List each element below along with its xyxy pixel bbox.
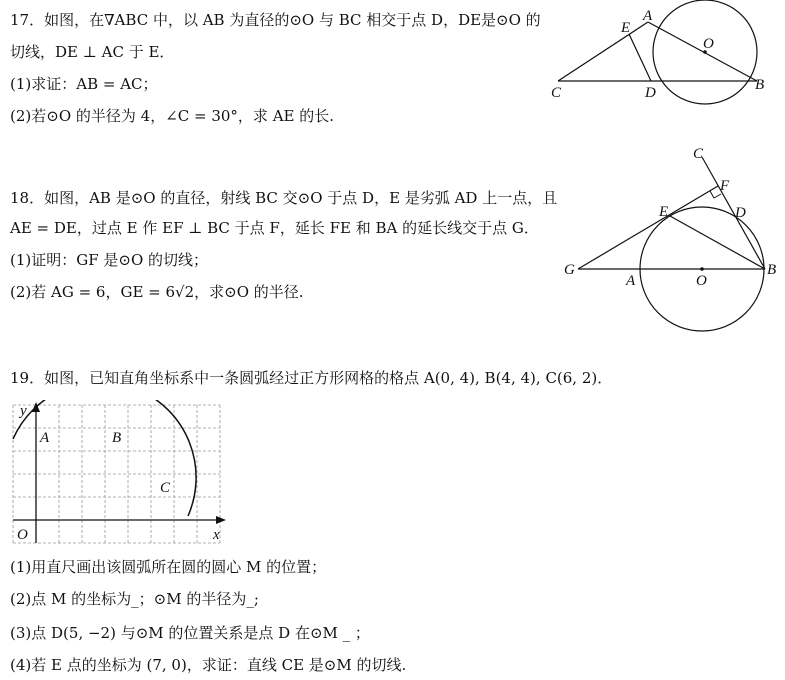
q17-label-e: E: [621, 20, 631, 36]
q19-label-b: B: [112, 430, 122, 446]
q17-line-4: (2)若⊙O 的半径为 4，∠C = 30°，求 AE 的长.: [10, 107, 335, 125]
q19-line-1: 19．如图，已知直角坐标系中一条圆弧经过正方形网格的格点 A(0, 4), B(4, 4), C(6, 2)．: [10, 369, 613, 387]
q19-label-o: O: [17, 527, 28, 543]
q18-label-d: D: [735, 205, 746, 221]
q19-line-4: (3)点 D(5, −2) 与⊙M 的位置关系是点 D 在⊙M _ ；: [10, 624, 370, 642]
q19-line-2: (1)用直尺画出该圆弧所在圆的圆心 M 的位置；: [10, 558, 327, 576]
q17-line-1: 17．如图，在∇ABC 中，以 AB 为直径的⊙O 与 BC 相交于点 D，DE是⊙O 的: [10, 11, 541, 29]
q18-segment-gf: [578, 186, 718, 269]
q17-segment-ca: [558, 22, 648, 81]
q17-segment-ed: [629, 34, 651, 81]
q18-center-dot: [700, 267, 704, 271]
q18-label-a: A: [626, 273, 636, 289]
q18-label-b: B: [767, 262, 777, 278]
q18-label-e: E: [659, 204, 669, 220]
q17-figure: [545, 0, 785, 105]
q18-line-2: AE = DE，过点 E 作 EF ⊥ BC 于点 F，延长 FE 和 BA 的延长线交于点 G．: [10, 219, 539, 237]
q17-line-3: (1)求证：AB = AC；: [10, 75, 158, 93]
q18-label-g: G: [564, 262, 575, 278]
q18-label-o: O: [696, 273, 707, 289]
q18-line-3: (1)证明：GF 是⊙O 的切线；: [10, 251, 209, 269]
q17-label-o: O: [703, 36, 714, 52]
q19-label-x: x: [213, 527, 220, 543]
q18-figure: [560, 140, 785, 335]
q19-line-3: (2)点 M 的坐标为_；⊙M 的半径为_;: [10, 590, 259, 608]
q18-ray-bc: [702, 157, 765, 269]
q18-line-4: (2)若 AG = 6，GE = 6√2，求⊙O 的半径.: [10, 283, 304, 301]
q19-arc: [13, 400, 196, 516]
q17-label-d: D: [645, 85, 656, 101]
q17-label-a: A: [643, 8, 653, 24]
q18-line-1: 18．如图，AB 是⊙O 的直径，射线 BC 交⊙O 于点 D，E 是劣弧 AD 上一点，且: [10, 189, 558, 207]
q19-label-c: C: [160, 480, 171, 496]
q19-grid-figure: [8, 400, 233, 550]
q18-label-c: C: [693, 146, 704, 162]
q19-label-a: A: [40, 430, 50, 446]
q19-grid: [13, 405, 220, 543]
q17-line-2: 切线，DE ⊥ AC 于 E．: [10, 43, 175, 61]
q19-label-y: y: [20, 403, 27, 419]
q17-label-b: B: [755, 77, 765, 93]
q19-line-5: (4)若 E 点的坐标为 (7, 0)，求证：直线 CE 是⊙M 的切线.: [10, 656, 407, 674]
q19-x-arrow: [216, 516, 226, 524]
q18-label-f: F: [720, 178, 730, 194]
q17-label-c: C: [551, 85, 562, 101]
